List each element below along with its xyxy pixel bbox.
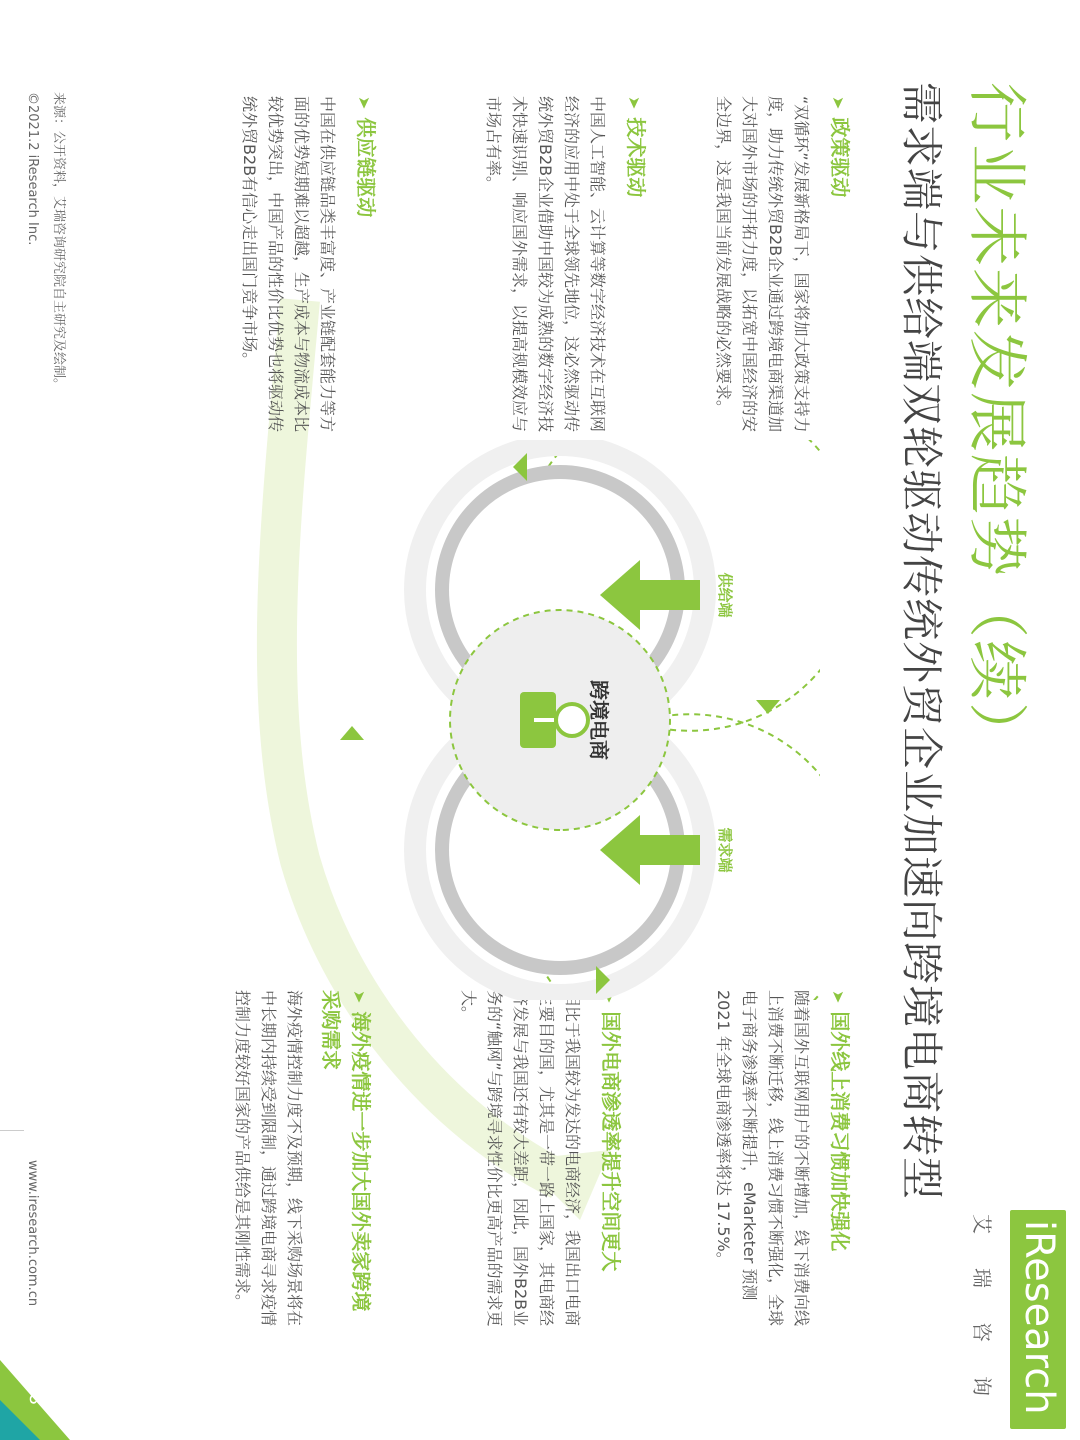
section-tech (480, 96, 650, 446)
source-note: 来源：公开资料，艾瑞咨询研究院自主研究及绘制。 (51, 92, 66, 392)
section-body: 中国人工智能、云计算等数字经济技术在互联网经济的应用中处于全球领先地位，这必然驱动传统外贸B2B企业借助中国较为成熟的数字经济技术快速识别、响应国外需求，以提高规模效应与市场占有率。 (484, 96, 607, 433)
section-body: 中国在供应链品类丰富度、产业链配套能力等方面的优势短期难以超越，生产成本与物流成本比较优势突出，中国产品的性价比优势也将驱动传统外贸B2B有信心走出国门竞争市场。 (240, 96, 337, 433)
section-body: “双循环”发展新格局下，国家将加大政策支持力度，助力传统外贸B2B企业通过跨境电商渠道加大对国外市场的开拓力度，以拓宽中国经济的安全边界，这是我国当前发展战略的必然要求。 (714, 96, 811, 433)
brand-logo (956, 1210, 1066, 1430)
section-body: 海外疫情控制力度不及预期，线下采购场景将在中长期内持续受到限制，通过跨境电商寻求疫情控制力度较好国家的产品供给是其刚性需求。 (233, 990, 304, 1327)
logo-cn-text: 艾瑞咨询 (970, 1214, 994, 1430)
logo-text: iResearch (1010, 1210, 1066, 1429)
section-heading: 政策驱动 (828, 117, 852, 198)
section-body: 相比于我国较为发达的电商经济，我国出口电商主要目的国，尤其是一带一路上国家，其电商经济发展与我国还有较大差距，因此，国外B2B业务的“触网”与跨境寻求性价比更高产品的需求更大。 (459, 990, 582, 1327)
section-epidemic (229, 990, 375, 1330)
chevron-icon: ➤ (355, 96, 374, 110)
section-heading: 供应链驱动 (354, 117, 378, 218)
chevron-icon: ➤ (625, 96, 644, 110)
website-link[interactable]: www.iresearch.com.cn (25, 1160, 40, 1307)
loop-arrow-icon (340, 726, 364, 740)
center-label: 跨境电商 (587, 680, 611, 760)
section-heading: 国外线上消费习惯加快强化 (828, 1011, 852, 1252)
page-title: 行业未来发展趋势（续） (961, 82, 1031, 764)
section-body: 随着国外互联网用户的不断增加，线下消费向线上消费不断迁移，线上消费习惯不断强化，全球电子商务渗透率不断提升，eMarketer 预测 2021 年全球电商渗透率将达 17.5%。 (714, 990, 811, 1327)
chevron-icon: ➤ (829, 990, 848, 1004)
copyright: ©2021.2 iResearch Inc. (25, 92, 40, 246)
page-number: 48 (25, 1382, 46, 1405)
section-penetration (455, 990, 625, 1330)
footer-divider (0, 1130, 24, 1131)
section-heading: 海外疫情进一步加大国外卖家跨境采购需求 (319, 990, 373, 1312)
chevron-icon: ➤ (350, 990, 369, 1004)
chevron-icon: ➤ (600, 990, 619, 1004)
section-policy (710, 96, 854, 436)
chevron-icon: ➤ (829, 96, 848, 110)
page-subtitle: 需求端与供给端双轮驱动传统外贸企业加速向跨境电商转型 (897, 82, 946, 1201)
section-supply (236, 96, 380, 446)
supply-label: 供给端 (716, 572, 734, 618)
section-online-habit (710, 990, 854, 1330)
demand-label: 需求端 (716, 827, 734, 873)
section-heading: 技术驱动 (624, 117, 648, 198)
dual-wheel-diagram (300, 440, 820, 1000)
section-heading: 国外电商渗透率提升空间更大 (599, 1011, 623, 1272)
